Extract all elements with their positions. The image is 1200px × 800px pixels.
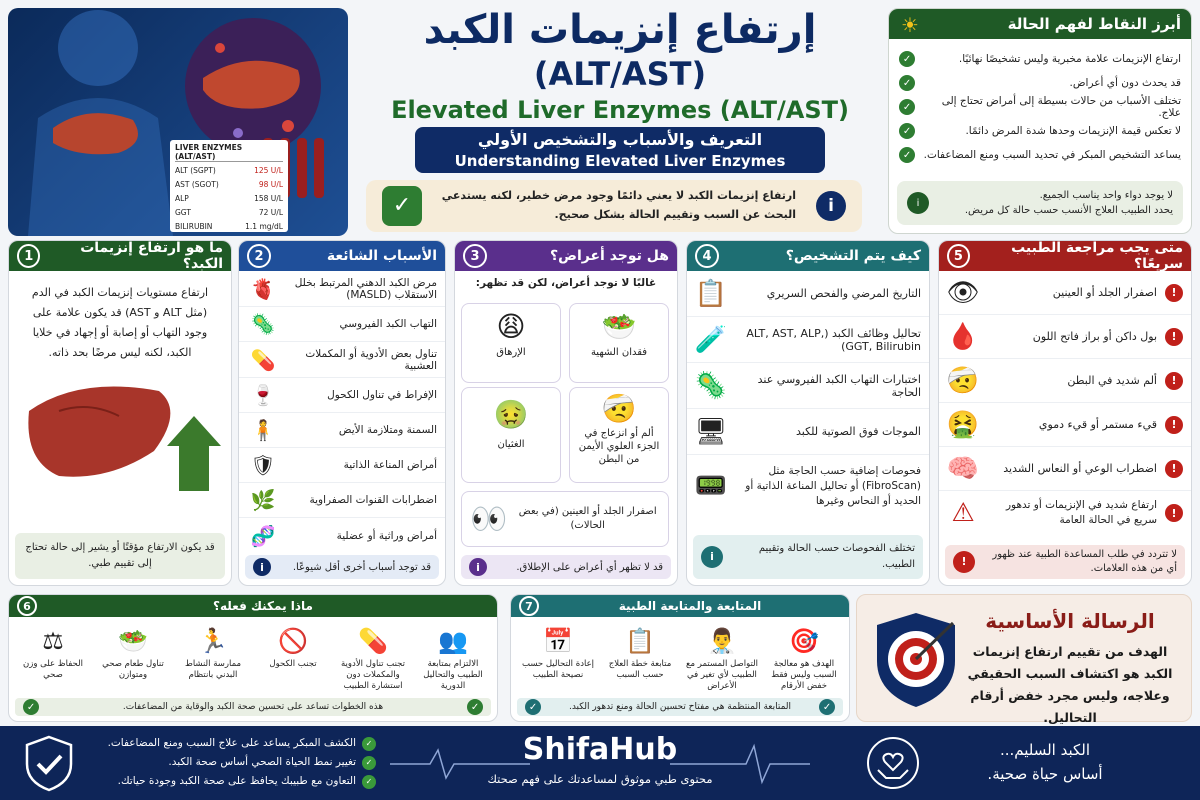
key-point-item: تختلف الأسباب من حالات بسيطة إلى أمراض تحتاج إلى علاج. ✓ — [889, 95, 1191, 119]
footer-points — [86, 734, 376, 791]
warning-triangle-icon: ⚠ — [951, 497, 975, 528]
shield-icon: 🛡 — [250, 453, 276, 477]
symptom-card: 🤕 ألم أو انزعاج في الجزء العلوي الأيمن من البطن — [569, 387, 669, 483]
virus-icon: 🦠 — [694, 370, 728, 401]
test-tubes-icon: 🧪 — [694, 324, 728, 355]
diagnosis-item: اختبارات التهاب الكبد الفيروسي عند الحاجة 🦠 — [687, 363, 929, 409]
lab-row: AST (SGOT) 98 U/L — [175, 180, 283, 189]
info-icon: i — [816, 191, 846, 221]
doctors-icon: 👥 — [438, 627, 468, 655]
liver-up-arrow-illustration — [19, 371, 223, 501]
wine-icon: 🍷 — [250, 383, 276, 407]
yellow-eyes-icon: 👀 — [470, 501, 508, 537]
section-what-is — [8, 240, 232, 586]
running-icon: 🏃 — [198, 627, 228, 655]
shield-check-icon — [24, 734, 74, 792]
warning-item: ! قيء مستمر أو قيء دموي 🤮 — [939, 403, 1191, 447]
liver-icon: 🫀 — [250, 276, 276, 301]
follow-up-item: 👨‍⚕ التواصل المستمر مع الطبيب لأي تغير في الأعراض — [683, 623, 761, 692]
action-item: 👥 الالتزام بمتابعة الطبيب والتحاليل الدورية — [417, 623, 489, 692]
section-2-header: الأسباب الشائعة 2 — [239, 241, 445, 271]
alert-icon: ! — [1165, 328, 1183, 346]
alert-icon: ! — [1165, 460, 1183, 478]
check-icon: ✓ — [819, 699, 835, 715]
key-message-panel — [856, 594, 1192, 725]
cause-item: أمراض المناعة الذاتية 🛡 — [239, 448, 445, 483]
warning-item: ! اصفرار الجلد أو العينين 👁 — [939, 271, 1191, 315]
follow-up-item: 📅 إعادة التحاليل حسب نصيحة الطبيب — [519, 623, 597, 681]
cause-item: التهاب الكبد الفيروسي 🦠 — [239, 307, 445, 342]
subtitle-english: Understanding Elevated Liver Enzymes — [454, 152, 786, 170]
urine-drop-icon: 🩸 — [946, 321, 980, 352]
brain-icon: 🧠 — [946, 453, 980, 484]
section-1-footer: قد يكون الارتفاع مؤقتًا أو يشير إلى حالة تحتاج إلى تقييم طبي. — [15, 533, 225, 579]
key-point-item: قد يحدث دون أي أعراض. ✓ — [889, 71, 1191, 95]
nausea-icon: 🤢 — [493, 398, 529, 431]
target-icon: 🎯 — [789, 627, 819, 655]
shield-check-icon: ✓ — [382, 186, 422, 226]
section-warning-signs — [938, 240, 1192, 586]
check-icon: ✓ — [362, 737, 376, 751]
info-icon: i — [253, 558, 271, 576]
action-item: 💊 تجنب تناول الأدوية والمكملات دون استشارة الطبيب — [337, 623, 409, 692]
footer-point: ✓ التعاون مع طبيبك يحافظ على صحة الكبد وجودة حياتك. — [86, 772, 376, 791]
hero-illustration — [8, 8, 348, 236]
footer-point: ✓ الكشف المبكر يساعد على علاج السبب ومنع المضاعفات. — [86, 734, 376, 753]
check-icon: ✓ — [899, 75, 915, 91]
section-3-header: هل توجد أعراض؟ 3 — [455, 241, 677, 271]
symptom-card: 🤢 الغثيان — [461, 387, 561, 483]
page-title-arabic: إرتفاع إنزيمات الكبد — [423, 7, 817, 53]
section-causes — [238, 240, 446, 586]
check-icon: ✓ — [899, 51, 915, 67]
doctor-icon: 👨‍⚕ — [707, 627, 737, 655]
healthy-food-icon: 🥗 — [118, 627, 148, 655]
lab-row: BILIRUBIN 1.1 mg/dL — [175, 222, 283, 231]
fibroscan-icon: 📟 — [694, 470, 728, 501]
checklist-icon: 📋 — [625, 627, 655, 655]
action-item: 🚫 تجنب الكحول — [257, 623, 329, 670]
diagnosis-item: الموجات فوق الصوتية للكبد 🖥 — [687, 409, 929, 455]
action-item: ⚖ الحفاظ على وزن صحي — [17, 623, 89, 681]
cause-item: تناول بعض الأدوية أو المكملات العشبية 💊 — [239, 342, 445, 378]
key-point-item: يساعد التشخيص المبكر في تحديد السبب ومنع المضاعفات. ✓ — [889, 143, 1191, 167]
warning-item: ! بول داكن أو براز فاتح اللون 🩸 — [939, 315, 1191, 359]
calendar-icon: 📅 — [543, 627, 573, 655]
section-5-header: متى يجب مراجعة الطبيب سريعًا؟ 5 — [939, 241, 1191, 271]
intro-note — [366, 180, 862, 232]
lab-row: ALP 158 U/L — [175, 194, 283, 203]
symptoms-intro: غالبًا لا توجد أعراض، لكن قد تظهر: — [475, 277, 657, 289]
section-diagnosis — [686, 240, 930, 586]
subtitle-arabic: التعريف والأسباب والتشخيص الأولي — [477, 130, 763, 149]
key-points-panel — [888, 8, 1192, 234]
check-icon: ✓ — [899, 123, 915, 139]
virus-icon: 🦠 — [250, 312, 276, 336]
check-icon: ✓ — [899, 147, 915, 163]
follow-up-item: 🎯 الهدف هو معالجة السبب وليس فقط خفض الأرقام — [765, 623, 843, 692]
check-icon: ✓ — [467, 699, 483, 715]
salad-icon: 🥗 — [601, 310, 637, 343]
scale-icon: ⚖ — [42, 627, 64, 655]
alert-icon: ! — [1165, 416, 1183, 434]
cause-item: أمراض وراثية أو عضلية 🧬 — [239, 518, 445, 553]
footer-slogan: الكبد السليم... أساس حياة صحية. — [987, 741, 1103, 783]
section-follow-up — [510, 594, 850, 722]
section-symptoms — [454, 240, 678, 586]
info-icon: i — [701, 546, 723, 568]
section-1-text: ارتفاع مستويات إنزيمات الكبد في الدم (مثل ALT و AST) قد يكون علامة على وجود التهاب أو إصابة أو إجهاد في خلايا الكبد، لكنه ليس مرضًا بحد ذاته. — [31, 286, 209, 359]
section-1-header: ما هو ارتفاع إنزيمات الكبد؟ 1 — [9, 241, 231, 271]
warning-item: ! ارتفاع شديد في الإنزيمات أو تدهور سريع في الحالة العامة ⚠ — [939, 491, 1191, 535]
cause-item: مرض الكبد الدهني المرتبط بخلل الاستقلاب (MASLD) 🫀 — [239, 271, 445, 307]
intro-note-text: ارتفاع إنزيمات الكبد لا يعني دائمًا وجود مرض خطير، لكنه يستدعي البحث عن السبب وتقييم الحالة بشكل صحيح. — [441, 189, 796, 221]
page-title-english: Elevated Liver Enzymes (ALT/AST) — [391, 96, 849, 124]
page-title-block — [360, 6, 880, 126]
symptom-card: اصفرار الجلد أو العينين (في بعض الحالات) 👀 — [461, 491, 669, 547]
footer-bar — [0, 726, 1200, 800]
no-pills-icon: 💊 — [358, 627, 388, 655]
key-points-title: أبرز النقاط لفهم الحالة — [889, 9, 1191, 39]
check-icon: ✓ — [899, 99, 915, 115]
lab-row: GGT 72 U/L — [175, 208, 283, 217]
subtitle-box — [415, 127, 825, 173]
check-icon: ✓ — [362, 775, 376, 789]
lab-row: ALT (SGPT) 125 U/L — [175, 166, 283, 175]
key-point-item: لا تعكس قيمة الإنزيمات وحدها شدة المرض دائمًا. ✓ — [889, 119, 1191, 143]
section-7-header: المتابعة والمتابعة الطبية 7 — [511, 595, 849, 617]
action-item: 🏃 ممارسة النشاط البدني بانتظام — [177, 623, 249, 681]
cause-item: اضطرابات القنوات الصفراوية 🌿 — [239, 483, 445, 518]
bile-duct-icon: 🌿 — [250, 488, 276, 512]
section-2-footer: قد توجد أسباب أخرى أقل شيوعًا. i — [245, 555, 439, 579]
info-icon: i — [469, 558, 487, 576]
cause-item: السمنة ومتلازمة الأيض 🧍 — [239, 413, 445, 448]
symptom-card: 🥗 فقدان الشهية — [569, 303, 669, 383]
obesity-icon: 🧍 — [250, 418, 276, 442]
check-icon: ✓ — [525, 699, 541, 715]
key-message-title: الرسالة الأساسية — [985, 609, 1155, 633]
alert-icon: ! — [1165, 284, 1183, 302]
key-message-text: الهدف من تقييم ارتفاع إنزيمات الكبد هو اكتشاف السبب الحقيقي وعلاجه، وليس مجرد خفض أرقام التحاليل. — [967, 644, 1173, 725]
diagnosis-item: تحاليل وظائف الكبد (ALT, AST, ALP, GGT, Bilirubin) 🧪 — [687, 317, 929, 363]
follow-up-item: 📋 متابعة خطة العلاج حسب السبب — [601, 623, 679, 681]
vomiting-icon: 🤮 — [946, 409, 980, 440]
eye-icon: 👁 — [946, 277, 980, 308]
lab-report-title: LIVER ENZYMES (ALT/AST) — [175, 143, 283, 162]
section-6-header: ماذا يمكنك فعله؟ 6 — [9, 595, 497, 617]
key-points-footer: لا يوجد دواء واحد يناسب الجميع. يحدد الطبيب العلاج الأنسب حسب حالة كل مريض. i — [897, 181, 1183, 225]
section-3-footer: قد لا تظهر أي أعراض على الإطلاق. i — [461, 555, 671, 579]
alert-icon: ! — [1165, 504, 1183, 522]
section-5-footer: لا تتردد في طلب المساعدة الطبية عند ظهور أي من هذه العلامات. ! — [945, 545, 1185, 579]
page-title-abbr: (ALT/AST) — [533, 55, 707, 93]
check-icon: ✓ — [362, 756, 376, 770]
footer-point: ✓ تغيير نمط الحياة الصحي أساس صحة الكبد. — [86, 753, 376, 772]
clipboard-icon: 📋 — [694, 278, 728, 309]
abdominal-pain-icon: 🤕 — [601, 392, 637, 425]
shield-target-icon — [873, 609, 959, 709]
alert-icon: ! — [1165, 372, 1183, 390]
section-4-header: كيف يتم التشخيص؟ 4 — [687, 241, 929, 271]
no-alcohol-icon: 🚫 — [278, 627, 308, 655]
diagnosis-item: التاريخ المرضي والفحص السريري 📋 — [687, 271, 929, 317]
section-7-footer: ✓ المتابعة المنتظمة هي مفتاح تحسين الحالة ومنع تدهور الكبد. ✓ — [517, 698, 843, 716]
check-icon: ✓ — [23, 699, 39, 715]
tired-person-icon: 😩 — [496, 310, 526, 343]
symptom-card: 😩 الإرهاق — [461, 303, 561, 383]
key-point-item: ارتفاع الإنزيمات علامة مخبرية وليس تشخيصًا نهائيًا. ✓ — [889, 47, 1191, 71]
pills-icon: 💊 — [250, 347, 276, 372]
lightbulb-check-icon: i — [907, 192, 929, 214]
abdominal-pain-icon: 🤕 — [946, 365, 980, 396]
section-6-footer: ✓ هذه الخطوات تساعد على تحسين صحة الكبد والوقاية من المضاعفات. ✓ — [15, 698, 491, 716]
section-4-footer: تختلف الفحوصات حسب الحالة وتقييم الطبيب. i — [693, 535, 923, 579]
brand-logo-text: ShifaHub — [522, 732, 678, 767]
ultrasound-icon: 🖥 — [694, 416, 728, 447]
lab-report — [170, 140, 288, 232]
diagnosis-item: فحوصات إضافية حسب الحاجة مثل (FibroScan) أو تحاليل المناعة الذاتية أو الحديد أو النحاس وغيرها 📟 — [694, 464, 921, 507]
warning-item: ! ألم شديد في البطن 🤕 — [939, 359, 1191, 403]
lightbulb-icon: ☀ — [901, 13, 919, 37]
heart-hands-icon — [866, 736, 920, 790]
brand-tagline: محتوى طبي موثوق لمساعدتك على فهم صحتك — [487, 772, 713, 786]
action-item: 🥗 تناول طعام صحي ومتوازن — [97, 623, 169, 681]
section-what-to-do — [8, 594, 498, 722]
cause-item: الإفراط في تناول الكحول 🍷 — [239, 378, 445, 413]
warning-item: ! اضطراب الوعي أو النعاس الشديد 🧠 — [939, 447, 1191, 491]
alert-icon: ! — [953, 551, 975, 573]
dna-icon: 🧬 — [250, 523, 276, 548]
